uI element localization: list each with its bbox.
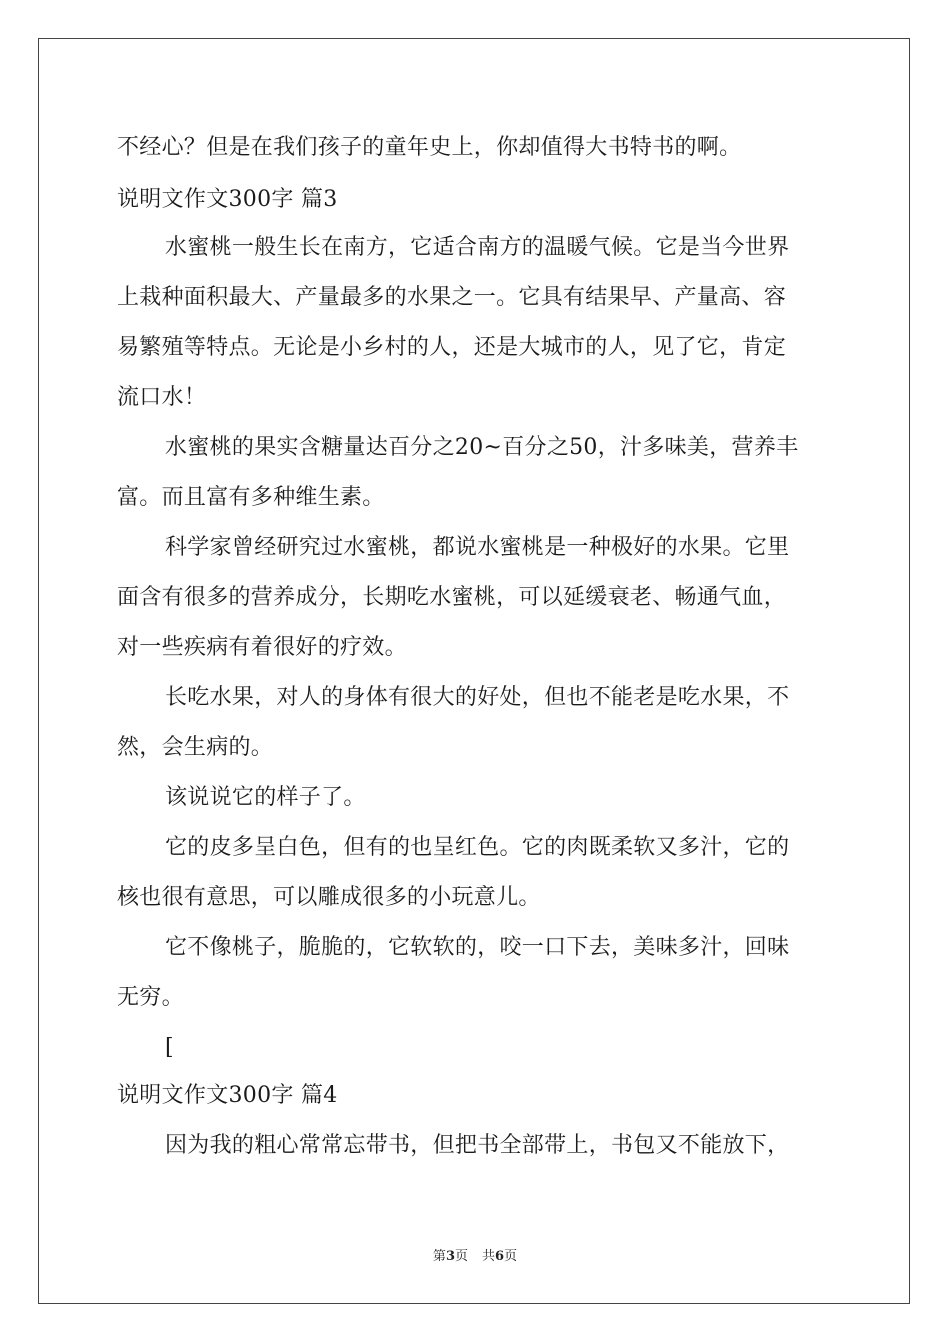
text-line: 上栽种面积最大、产量最多的水果之一。它具有结果早、产量高、容	[117, 285, 787, 310]
page-label-suffix: 页	[454, 1249, 468, 1264]
section-heading: 说明文作文300字 篇3	[117, 187, 338, 212]
text-line: 面含有很多的营养成分，长期吃水蜜桃，可以延缓衰老、畅通气血，	[117, 585, 787, 610]
text-line: 水蜜桃一般生长在南方，它适合南方的温暖气候。它是当今世界	[165, 235, 790, 260]
section-heading: 说明文作文300字 篇4	[117, 1083, 338, 1108]
text-line: 水蜜桃的果实含糖量达百分之20~百分之50，汁多味美，营养丰	[165, 435, 799, 460]
page-number: 3	[445, 1249, 455, 1264]
text-line: 流口水！	[117, 385, 207, 410]
text-line: 它不像桃子，脆脆的，它软软的，咬一口下去，美味多汁，回味	[165, 935, 790, 960]
text-line: 对一些疾病有着很好的疗效。	[117, 635, 407, 660]
text-line: 科学家曾经研究过水蜜桃，都说水蜜桃是一种极好的水果。它里	[165, 535, 790, 560]
text-line: 核也很有意思，可以雕成很多的小玩意儿。	[117, 885, 541, 910]
text-line: 因为我的粗心常常忘带书，但把书全部带上，书包又不能放下，	[165, 1133, 790, 1158]
text-line: 它的皮多呈白色，但有的也呈红色。它的肉既柔软又多汁，它的	[165, 835, 790, 860]
page-frame	[38, 38, 910, 1304]
text-line: 富。而且富有多种维生素。	[117, 485, 385, 510]
text-line: 不经心？但是在我们孩子的童年史上，你却值得大书特书的啊。	[117, 135, 742, 160]
page-footer	[0, 1248, 950, 1266]
total-label-suffix: 页	[504, 1249, 518, 1264]
text-line: 无穷。	[117, 985, 184, 1010]
total-label-prefix: 共	[482, 1249, 496, 1264]
text-line: 长吃水果，对人的身体有很大的好处，但也不能老是吃水果，不	[165, 685, 790, 710]
total-pages: 6	[495, 1249, 505, 1264]
text-line: 然，会生病的。	[117, 735, 274, 760]
text-line: 该说说它的样子了。	[165, 785, 366, 810]
text-line: [	[165, 1035, 174, 1060]
text-line: 易繁殖等特点。无论是小乡村的人，还是大城市的人，见了它，肯定	[117, 335, 787, 360]
page-label-prefix: 第	[432, 1249, 446, 1264]
